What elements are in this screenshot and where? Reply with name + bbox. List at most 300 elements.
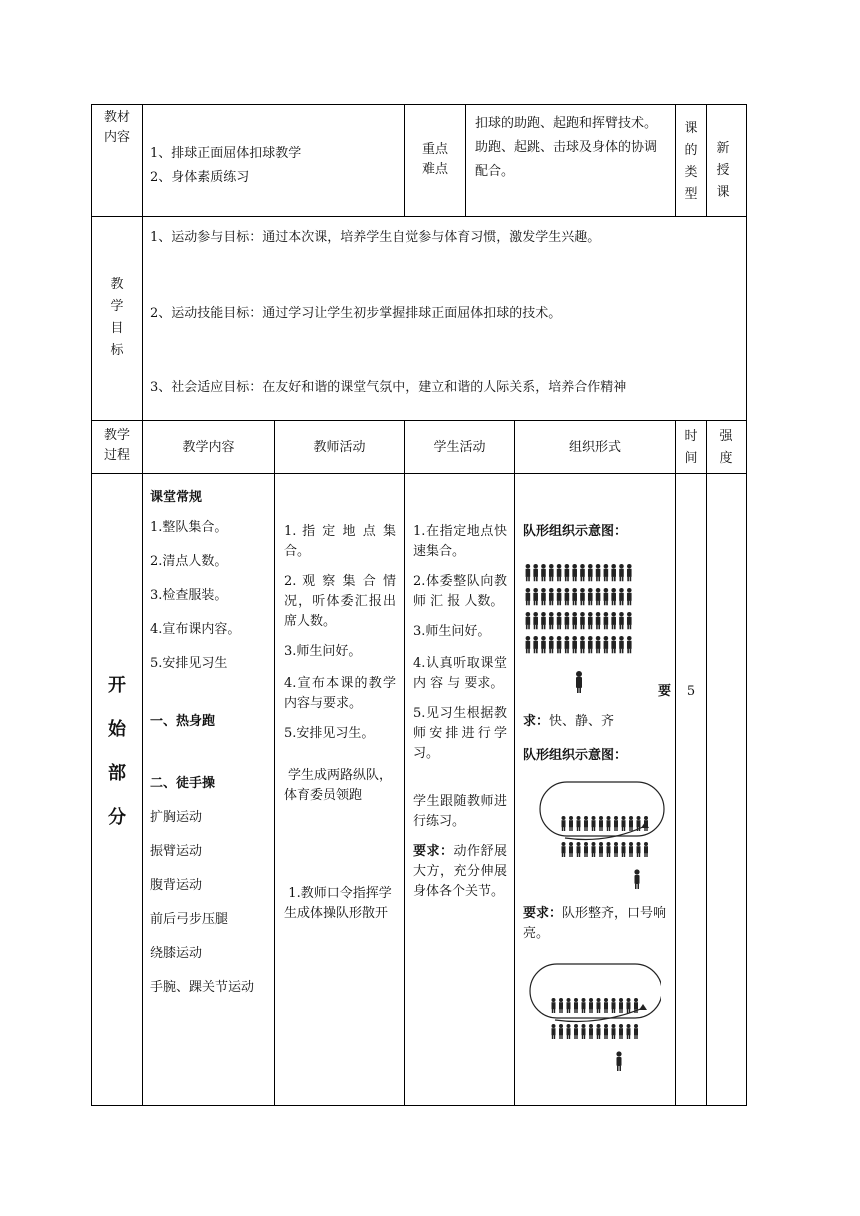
person-icon xyxy=(557,588,562,593)
warmup-title: 一、热身跑 xyxy=(150,714,216,729)
person-icon xyxy=(562,816,566,820)
person-icon xyxy=(604,1024,608,1028)
req1-text: 快、静、齐 xyxy=(549,714,615,729)
person-icon xyxy=(526,636,531,641)
person-icon xyxy=(637,816,641,820)
col-student: 学生活动 xyxy=(433,440,486,455)
person-icon xyxy=(619,617,624,625)
person-icon xyxy=(627,1002,631,1009)
person-icon xyxy=(611,588,616,593)
student-item: 2.体委整队向教 师 汇 报 人数。 xyxy=(413,574,507,609)
person-icon xyxy=(622,649,624,654)
person-icon xyxy=(542,625,544,630)
person-icon xyxy=(552,577,554,582)
person-icon xyxy=(569,816,573,820)
teacher-run: 学生成两路纵队，体育委员领跑 xyxy=(284,768,392,803)
person-icon xyxy=(526,649,528,654)
person-icon xyxy=(557,625,559,630)
person-icon xyxy=(559,649,561,654)
person-icon xyxy=(619,588,624,593)
person-icon xyxy=(569,820,573,827)
person-icon xyxy=(552,1024,556,1028)
person-icon xyxy=(526,569,531,577)
person-icon xyxy=(614,827,615,831)
person-icon xyxy=(604,625,606,630)
person-icon xyxy=(588,649,590,654)
person-icon xyxy=(604,577,606,582)
person-icon xyxy=(526,577,528,582)
person-icon xyxy=(604,998,608,1002)
person-icon xyxy=(611,617,616,625)
person-icon xyxy=(549,593,554,601)
person-icon xyxy=(611,612,616,617)
teacher-drill: 1.教师口令指挥学生成体操队形散开 xyxy=(284,886,392,921)
person-icon xyxy=(533,593,538,601)
person-icon xyxy=(534,649,536,654)
person-icon xyxy=(616,827,617,831)
person-icon xyxy=(583,625,585,630)
person-icon xyxy=(549,601,551,606)
person-icon xyxy=(573,601,575,606)
person-icon xyxy=(598,625,600,630)
person-icon xyxy=(627,564,632,569)
person-icon xyxy=(526,617,531,625)
person-icon xyxy=(588,612,593,617)
key-point: 扣球的助跑、起跑和挥臂技术。 xyxy=(475,116,658,131)
person-icon xyxy=(580,641,585,649)
person-icon xyxy=(536,625,538,630)
person-icon xyxy=(598,577,600,582)
objective-1: 1、运动参与目标：通过本次课，培养学生自觉参与体育习惯，激发学生兴趣。 xyxy=(150,230,601,245)
person-icon xyxy=(565,612,570,617)
student-item: 3.师生问好。 xyxy=(413,624,491,639)
person-icon xyxy=(584,827,585,831)
person-icon xyxy=(565,617,570,625)
person-icon xyxy=(549,612,554,617)
person-icon xyxy=(627,601,629,606)
requirement-label: 要求： xyxy=(413,844,454,859)
person-icon xyxy=(567,998,571,1002)
person-icon xyxy=(607,842,611,846)
routine-item: 3.检查服装。 xyxy=(150,588,228,603)
routine-title: 课堂常规 xyxy=(150,490,203,505)
person-icon xyxy=(552,1028,556,1035)
person-icon xyxy=(607,820,611,827)
person-icon xyxy=(631,827,632,831)
person-icon xyxy=(573,649,575,654)
person-icon xyxy=(619,636,624,641)
person-icon xyxy=(609,827,610,831)
person-icon xyxy=(588,601,590,606)
person-icon xyxy=(528,625,530,630)
person-icon xyxy=(549,564,554,569)
person-icon xyxy=(614,846,618,853)
person-icon xyxy=(575,601,577,606)
col-organization: 组织形式 xyxy=(568,440,621,455)
person-icon xyxy=(627,577,629,582)
col-teacher: 教师活动 xyxy=(313,440,366,455)
person-icon xyxy=(571,827,572,831)
person-icon xyxy=(627,636,632,641)
person-icon xyxy=(589,1002,593,1009)
person-icon xyxy=(584,1035,585,1039)
person-icon xyxy=(596,649,598,654)
person-icon xyxy=(604,564,609,569)
person-icon xyxy=(591,625,593,630)
person-icon xyxy=(572,564,577,569)
person-icon xyxy=(559,1035,560,1039)
person-icon xyxy=(588,636,593,641)
person-icon xyxy=(591,577,593,582)
person-icon xyxy=(583,649,585,654)
person-icon xyxy=(619,1024,623,1028)
person-icon xyxy=(604,636,609,641)
person-icon xyxy=(559,625,561,630)
person-icon xyxy=(588,617,593,625)
person-icon xyxy=(614,601,616,606)
person-icon xyxy=(572,588,577,593)
person-icon xyxy=(549,588,554,593)
person-icon xyxy=(612,998,616,1002)
person-icon xyxy=(565,569,570,577)
person-icon xyxy=(544,577,546,582)
person-icon xyxy=(559,998,563,1002)
person-icon xyxy=(589,1028,593,1035)
person-icon xyxy=(580,617,585,625)
person-icon xyxy=(627,1024,631,1028)
running-track-diagram-1 xyxy=(537,780,667,892)
person-icon xyxy=(526,601,528,606)
person-icon xyxy=(631,853,632,857)
person-icon xyxy=(597,1002,601,1009)
person-icon xyxy=(634,1002,638,1009)
person-icon xyxy=(567,649,569,654)
person-icon xyxy=(604,593,609,601)
person-icon xyxy=(606,625,608,630)
person-icon xyxy=(637,842,641,846)
person-icon xyxy=(612,1009,613,1013)
person-icon xyxy=(619,593,624,601)
type-value: 新授课 xyxy=(716,141,730,200)
person-icon xyxy=(612,1024,616,1028)
person-icon xyxy=(567,1009,568,1013)
person-icon xyxy=(614,577,616,582)
person-icon xyxy=(616,853,617,857)
person-icon xyxy=(557,569,562,577)
person-icon xyxy=(614,842,618,846)
person-icon xyxy=(567,1028,571,1035)
person-icon xyxy=(526,625,528,630)
person-icon xyxy=(577,842,581,846)
person-icon xyxy=(565,636,570,641)
person-icon xyxy=(541,612,546,617)
person-icon xyxy=(544,649,546,654)
person-icon xyxy=(565,577,567,582)
req2-text: 队形整齐，口号响亮。 xyxy=(523,906,667,941)
person-icon xyxy=(588,569,593,577)
person-icon xyxy=(609,853,610,857)
person-icon xyxy=(584,820,588,827)
person-icon xyxy=(621,1009,622,1013)
person-icon xyxy=(606,1035,607,1039)
person-icon xyxy=(620,649,622,654)
exercise-item: 扩胸运动 xyxy=(150,810,203,825)
person-icon xyxy=(580,564,585,569)
person-icon xyxy=(582,1002,586,1009)
person-icon xyxy=(612,649,614,654)
person-icon xyxy=(526,612,531,617)
person-icon xyxy=(557,564,562,569)
person-icon xyxy=(572,636,577,641)
person-icon xyxy=(584,842,588,846)
formation-grid-diagram xyxy=(523,562,635,694)
person-icon xyxy=(562,842,566,846)
person-icon xyxy=(604,617,609,625)
person-icon xyxy=(589,1024,593,1028)
person-icon xyxy=(541,617,546,625)
person-icon xyxy=(588,588,593,593)
person-icon xyxy=(629,827,630,831)
person-icon xyxy=(597,1024,601,1028)
routine-item: 2.清点人数。 xyxy=(150,554,228,569)
exercise-item: 绕膝运动 xyxy=(150,946,203,961)
person-icon xyxy=(549,636,554,641)
diagram1-title: 队形组织示意图： xyxy=(523,524,628,539)
person-icon xyxy=(629,853,630,857)
person-icon xyxy=(629,846,633,853)
person-icon xyxy=(572,612,577,617)
person-icon xyxy=(604,649,606,654)
req1-label-a: 要 xyxy=(657,684,671,699)
person-icon xyxy=(582,1035,583,1039)
person-icon xyxy=(557,612,562,617)
person-icon xyxy=(606,649,608,654)
person-icon xyxy=(557,577,559,582)
person-icon xyxy=(592,827,593,831)
person-icon xyxy=(557,593,562,601)
person-icon xyxy=(591,1035,592,1039)
person-icon xyxy=(569,1035,570,1039)
person-icon xyxy=(581,649,583,654)
exercise-item: 振臂运动 xyxy=(150,844,203,859)
person-icon xyxy=(533,617,538,625)
person-icon xyxy=(622,853,623,857)
person-icon xyxy=(542,649,544,654)
person-icon xyxy=(604,1035,605,1039)
person-icon xyxy=(627,998,631,1002)
person-icon xyxy=(597,1009,598,1013)
person-icon xyxy=(619,612,624,617)
person-icon xyxy=(579,827,580,831)
person-icon xyxy=(604,641,609,649)
person-icon xyxy=(606,1009,607,1013)
person-icon xyxy=(646,853,647,857)
type-label: 课的类型 xyxy=(684,121,698,202)
person-icon xyxy=(614,816,618,820)
person-icon xyxy=(565,641,570,649)
person-icon xyxy=(619,641,624,649)
person-icon xyxy=(549,625,551,630)
person-icon xyxy=(588,564,593,569)
person-icon xyxy=(562,846,566,853)
person-icon xyxy=(589,1009,590,1013)
person-icon xyxy=(599,846,603,853)
person-icon xyxy=(582,1028,586,1035)
person-icon xyxy=(576,1009,577,1013)
col-time: 时间 xyxy=(684,429,698,466)
person-icon xyxy=(569,853,570,857)
person-icon xyxy=(619,569,624,577)
person-icon xyxy=(528,649,530,654)
person-icon xyxy=(599,853,600,857)
person-icon xyxy=(597,1028,601,1035)
person-icon xyxy=(569,842,573,846)
person-icon xyxy=(586,827,587,831)
person-icon xyxy=(644,816,648,820)
content-item: 1、排球正面屈体扣球教学 xyxy=(150,146,302,161)
person-icon xyxy=(534,601,536,606)
person-icon xyxy=(572,593,577,601)
person-icon xyxy=(562,827,563,831)
person-icon xyxy=(526,588,531,593)
col-intensity: 强度 xyxy=(719,429,733,466)
person-icon xyxy=(562,853,563,857)
person-icon xyxy=(624,827,625,831)
person-icon xyxy=(533,612,538,617)
teacher-figure-icon xyxy=(634,869,639,889)
person-icon xyxy=(604,601,606,606)
person-icon xyxy=(624,853,625,857)
person-icon xyxy=(559,601,561,606)
person-icon xyxy=(611,641,616,649)
person-icon xyxy=(541,636,546,641)
person-icon xyxy=(552,1035,553,1039)
person-icon xyxy=(591,1009,592,1013)
person-icon xyxy=(614,625,616,630)
person-icon xyxy=(559,1002,563,1009)
person-icon xyxy=(559,1024,563,1028)
person-icon xyxy=(561,1035,562,1039)
person-icon xyxy=(611,636,616,641)
person-icon xyxy=(577,846,581,853)
person-icon xyxy=(575,577,577,582)
person-icon xyxy=(621,1035,622,1039)
person-icon xyxy=(634,1024,638,1028)
person-icon xyxy=(622,827,623,831)
teacher-item: 3.师生问好。 xyxy=(284,644,362,659)
student-follow: 学生跟随教师进行练习。 xyxy=(413,794,507,829)
person-icon xyxy=(611,564,616,569)
person-icon xyxy=(630,625,632,630)
person-icon xyxy=(596,641,601,649)
person-icon xyxy=(619,1009,620,1013)
person-icon xyxy=(622,816,626,820)
person-icon xyxy=(565,625,567,630)
teacher-item: 1. 指 定 地 点 集合。 xyxy=(284,524,396,559)
person-icon xyxy=(576,1035,577,1039)
person-icon xyxy=(622,625,624,630)
person-icon xyxy=(582,1009,583,1013)
person-icon xyxy=(565,601,567,606)
person-icon xyxy=(591,601,593,606)
person-icon xyxy=(536,577,538,582)
person-icon xyxy=(636,1035,637,1039)
person-icon xyxy=(569,827,570,831)
person-icon xyxy=(604,588,609,593)
person-icon xyxy=(596,564,601,569)
person-icon xyxy=(622,601,624,606)
person-icon xyxy=(619,564,624,569)
person-icon xyxy=(604,1028,608,1035)
person-icon xyxy=(571,853,572,857)
person-icon xyxy=(565,593,570,601)
person-icon xyxy=(567,625,569,630)
person-icon xyxy=(634,998,638,1002)
teacher-figure-icon xyxy=(616,1051,621,1071)
person-icon xyxy=(552,601,554,606)
person-icon xyxy=(596,569,601,577)
person-icon xyxy=(589,998,593,1002)
person-icon xyxy=(582,998,586,1002)
objective-2: 2、运动技能目标：通过学习让学生初步掌握排球正面屈体扣球的技术。 xyxy=(150,306,562,321)
person-icon xyxy=(542,577,544,582)
person-icon xyxy=(612,601,614,606)
person-icon xyxy=(581,577,583,582)
person-icon xyxy=(554,1009,555,1013)
person-icon xyxy=(604,612,609,617)
person-icon xyxy=(627,1035,628,1039)
person-icon xyxy=(592,820,596,827)
person-icon xyxy=(565,588,570,593)
person-icon xyxy=(557,636,562,641)
person-icon xyxy=(634,1028,638,1035)
person-icon xyxy=(588,625,590,630)
person-icon xyxy=(627,612,632,617)
person-icon xyxy=(596,601,598,606)
person-icon xyxy=(559,577,561,582)
person-icon xyxy=(573,577,575,582)
person-icon xyxy=(596,625,598,630)
person-icon xyxy=(614,853,615,857)
person-icon xyxy=(606,577,608,582)
person-icon xyxy=(599,827,600,831)
person-icon xyxy=(586,853,587,857)
person-icon xyxy=(599,842,603,846)
person-icon xyxy=(607,846,611,853)
routine-item: 4.宣布课内容。 xyxy=(150,622,241,637)
person-icon xyxy=(584,853,585,857)
person-icon xyxy=(596,588,601,593)
person-icon xyxy=(574,1035,575,1039)
person-icon xyxy=(596,577,598,582)
person-icon xyxy=(622,842,626,846)
person-icon xyxy=(574,1002,578,1009)
diagram2-title: 队形组织示意图： xyxy=(523,748,628,763)
person-icon xyxy=(574,1009,575,1013)
person-icon xyxy=(630,649,632,654)
person-icon xyxy=(612,1035,613,1039)
person-icon xyxy=(565,564,570,569)
person-icon xyxy=(629,816,633,820)
person-icon xyxy=(599,1035,600,1039)
requirement-text: 动作舒展大方，充分伸展身体各个关节。 xyxy=(413,844,507,899)
person-icon xyxy=(533,569,538,577)
person-icon xyxy=(612,1002,616,1009)
person-icon xyxy=(552,649,554,654)
person-icon xyxy=(552,1002,556,1009)
person-icon xyxy=(557,649,559,654)
person-icon xyxy=(575,625,577,630)
